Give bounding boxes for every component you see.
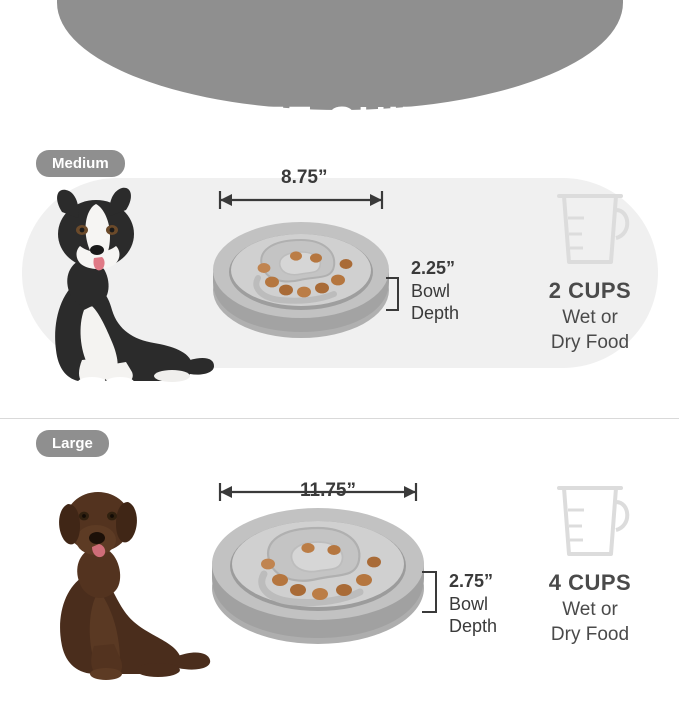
depth-line2-large: Depth — [449, 616, 498, 636]
size-badge-medium: Medium — [36, 150, 125, 177]
dog-photo-large — [22, 446, 222, 681]
size-badge-large: Large — [36, 430, 109, 457]
bowl-illustration-medium — [200, 160, 440, 380]
cups-desc-line2-large: Dry Food — [550, 623, 630, 645]
bowl-illustration-large — [196, 468, 456, 698]
page-title: SIZE GUIDE — [221, 100, 458, 142]
cups-amount-large: 4 CUPS — [548, 570, 632, 595]
depth-line1-medium: Bowl — [411, 280, 451, 301]
header-banner — [57, 0, 623, 110]
depth-value-large: 2.75” — [449, 571, 494, 591]
measuring-cup-icon — [542, 188, 638, 274]
depth-callout-large — [449, 570, 497, 638]
capacity-block-large — [505, 480, 675, 647]
section-large — [0, 420, 679, 695]
depth-callout-medium — [411, 257, 459, 325]
depth-line2-medium: Depth — [411, 303, 460, 323]
cups-desc-large — [505, 598, 675, 647]
depth-value-medium: 2.25” — [411, 258, 456, 278]
cups-desc-line1-large: Wet or — [562, 599, 618, 620]
measuring-cup-icon — [542, 480, 638, 566]
dog-photo-medium — [22, 160, 222, 395]
capacity-block-medium — [505, 188, 675, 355]
cups-desc-medium — [505, 306, 675, 355]
depth-line1-large: Bowl — [449, 593, 489, 614]
section-divider — [0, 418, 679, 419]
cups-amount-medium: 2 CUPS — [548, 278, 632, 303]
section-medium — [0, 140, 679, 405]
width-dimension-large: 11.75” — [300, 480, 356, 501]
cups-desc-line2-medium: Dry Food — [550, 331, 630, 353]
cups-desc-line1-medium: Wet or — [562, 307, 618, 328]
width-dimension-medium: 8.75” — [281, 167, 328, 188]
